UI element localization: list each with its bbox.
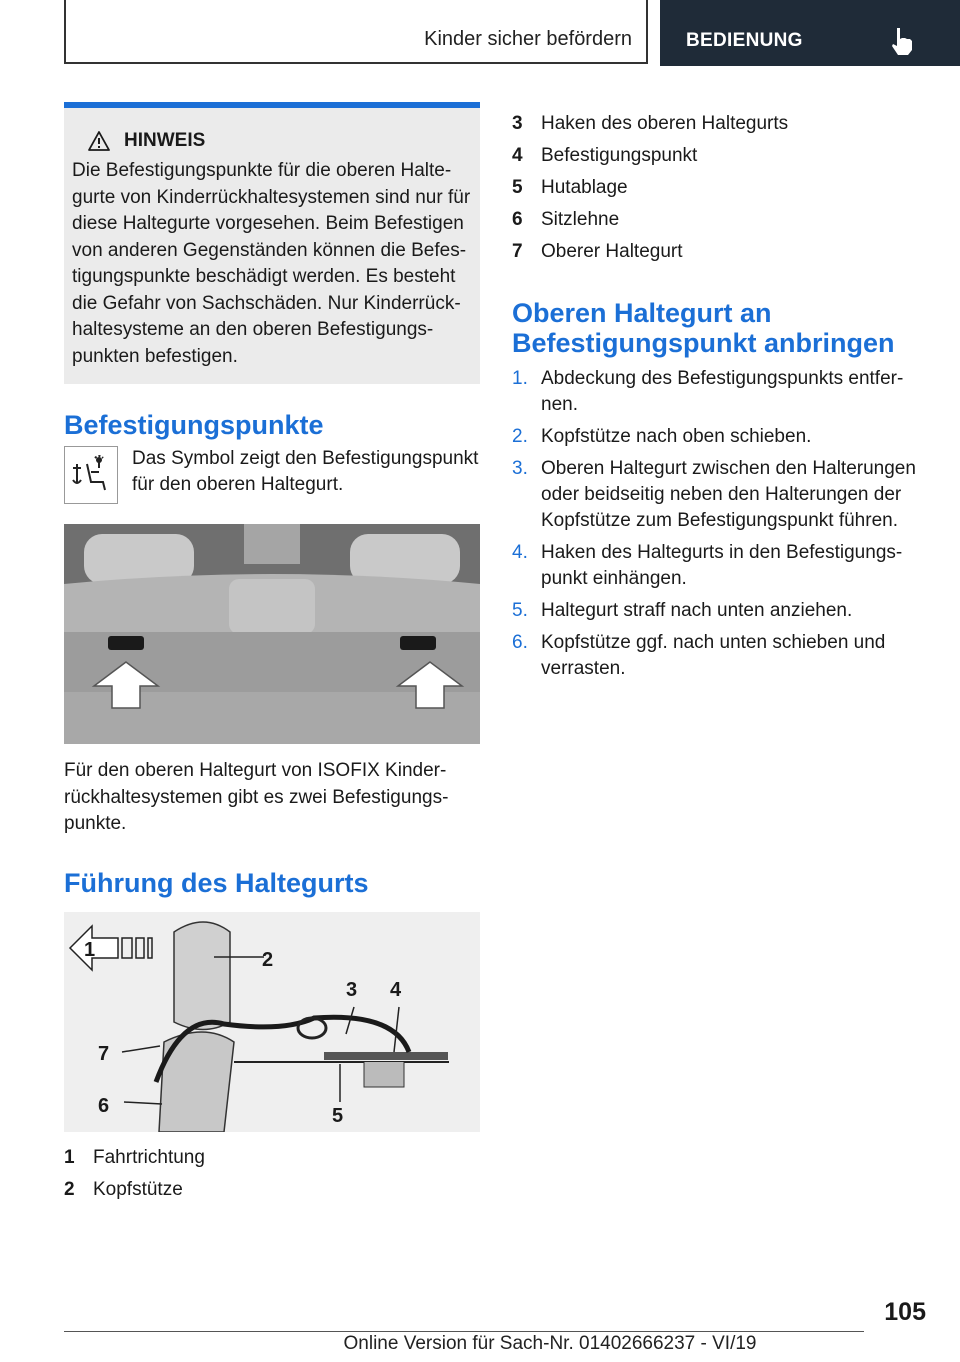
legend-item <box>512 108 932 140</box>
diagram-label-5: 5 <box>332 1104 344 1127</box>
page-number: 105 <box>884 1298 926 1326</box>
step-number: 3. <box>512 458 528 479</box>
instruction-step <box>512 630 932 682</box>
legend-number: 7 <box>512 241 523 262</box>
left-column <box>64 102 480 1206</box>
instruction-step <box>512 424 932 450</box>
step-number: 4. <box>512 542 528 563</box>
tether-routing-diagram <box>64 912 480 1132</box>
legend-text: Sitzlehne <box>541 209 620 230</box>
warning-triangle-icon <box>88 131 110 151</box>
legend-item <box>512 172 932 204</box>
legend-number: 1 <box>64 1146 75 1168</box>
instruction-step <box>512 540 932 592</box>
legend-number: 2 <box>64 1178 75 1200</box>
symbol-row <box>64 446 480 504</box>
instruction-step <box>512 598 932 624</box>
legend-text: Befestigungspunkt <box>541 145 698 166</box>
diagram-label-3: 3 <box>346 978 358 1001</box>
hand-pointer-icon <box>888 26 916 56</box>
notice-title: HINWEIS <box>124 130 206 151</box>
legend-text: Fahrtrichtung <box>93 1146 205 1168</box>
legend-item <box>512 140 932 172</box>
legend-item <box>64 1142 480 1174</box>
header-section-title: Kinder sicher befördern <box>424 28 632 50</box>
legend-list-right <box>512 108 932 268</box>
legend-item <box>512 204 932 236</box>
instruction-steps <box>512 366 932 682</box>
legend-number: 5 <box>512 177 523 198</box>
legend-number: 4 <box>512 145 523 166</box>
instruction-step <box>512 456 932 534</box>
legend-text: Kopfstütze <box>93 1178 183 1200</box>
right-column <box>512 102 932 688</box>
step-number: 5. <box>512 600 528 621</box>
step-number: 6. <box>512 632 528 653</box>
step-text: Abdeckung des Befestigungspunkts entfernen. <box>541 368 904 415</box>
step-text: Kopfstütze ggf. nach unten schieben und verrasten. <box>541 632 886 679</box>
notice-box <box>64 102 480 384</box>
symbol-description: Das Symbol zeigt den Befestigungspunkt für den oberen Haltegurt. <box>132 448 479 495</box>
legend-item <box>512 236 932 268</box>
befestigungspunkte-paragraph: Für den oberen Haltegurt von ISOFIX Kinderrückhaltesystemen gibt es zwei Befestigungspunkte. <box>64 760 449 834</box>
legend-text: Hutablage <box>541 177 628 198</box>
notice-header <box>88 130 472 152</box>
legend-text: Haken des oberen Haltegurts <box>541 113 789 134</box>
legend-number: 6 <box>512 209 523 230</box>
diagram-label-2: 2 <box>262 948 274 971</box>
step-text: Kopfstütze nach oben schieben. <box>541 426 812 447</box>
legend-list-left <box>64 1142 480 1206</box>
step-text: Haltegurt straff nach unten anziehen. <box>541 600 853 621</box>
diagram-label-6: 6 <box>98 1094 110 1117</box>
header-section-box <box>64 0 648 64</box>
instruction-step <box>512 366 932 418</box>
footer-version-text: Online Version für Sach-Nr. 01402666237 - VI/19 <box>343 1333 757 1354</box>
diagram-label-4: 4 <box>390 978 402 1001</box>
section-heading-anbringen: Oberen Haltegurt an Befestigungspunkt anbringen <box>512 298 895 358</box>
diagram-label-7: 7 <box>98 1042 110 1065</box>
legend-text: Oberer Haltegurt <box>541 241 683 262</box>
legend-number: 3 <box>512 113 523 134</box>
header-chapter-tab <box>660 0 960 66</box>
section-heading-befestigungspunkte: Befestigungspunkte <box>64 410 324 440</box>
child-seat-anchor-symbol <box>64 446 118 504</box>
diagram-label-1: 1 <box>84 938 96 961</box>
section-heading-fuehrung: Führung des Haltegurts <box>64 867 369 898</box>
step-text: Oberen Haltegurt zwischen den Halterungen oder beidseitig neben den Halterungen der Kopfstütze zum Befestigungspunkt führen. <box>541 458 916 531</box>
step-text: Haken des Haltegurts in den Befestigungspunkt einhängen. <box>541 542 903 589</box>
page-header <box>64 0 960 66</box>
legend-item <box>64 1174 480 1206</box>
footer-divider <box>64 1331 864 1332</box>
header-chapter-label: BEDIENUNG <box>686 30 803 51</box>
step-number: 2. <box>512 426 528 447</box>
rear-shelf-anchor-photo <box>64 524 480 744</box>
child-seat-anchor-icon <box>69 452 113 498</box>
step-number: 1. <box>512 368 528 389</box>
notice-text: Die Befestigungspunkte für die oberen Haltegurte von Kinderrückhaltesystemen sind nur für diese Haltegurte vorgesehen. Beim Befestigen von anderen Gegenständen können die Befestigungspunkte beschädigt werden. Es besteht die Gefahr von Sachschäden. Nur Kinderrückhaltesysteme an den oberen Befestigungspunkten befestigen. <box>72 160 471 367</box>
